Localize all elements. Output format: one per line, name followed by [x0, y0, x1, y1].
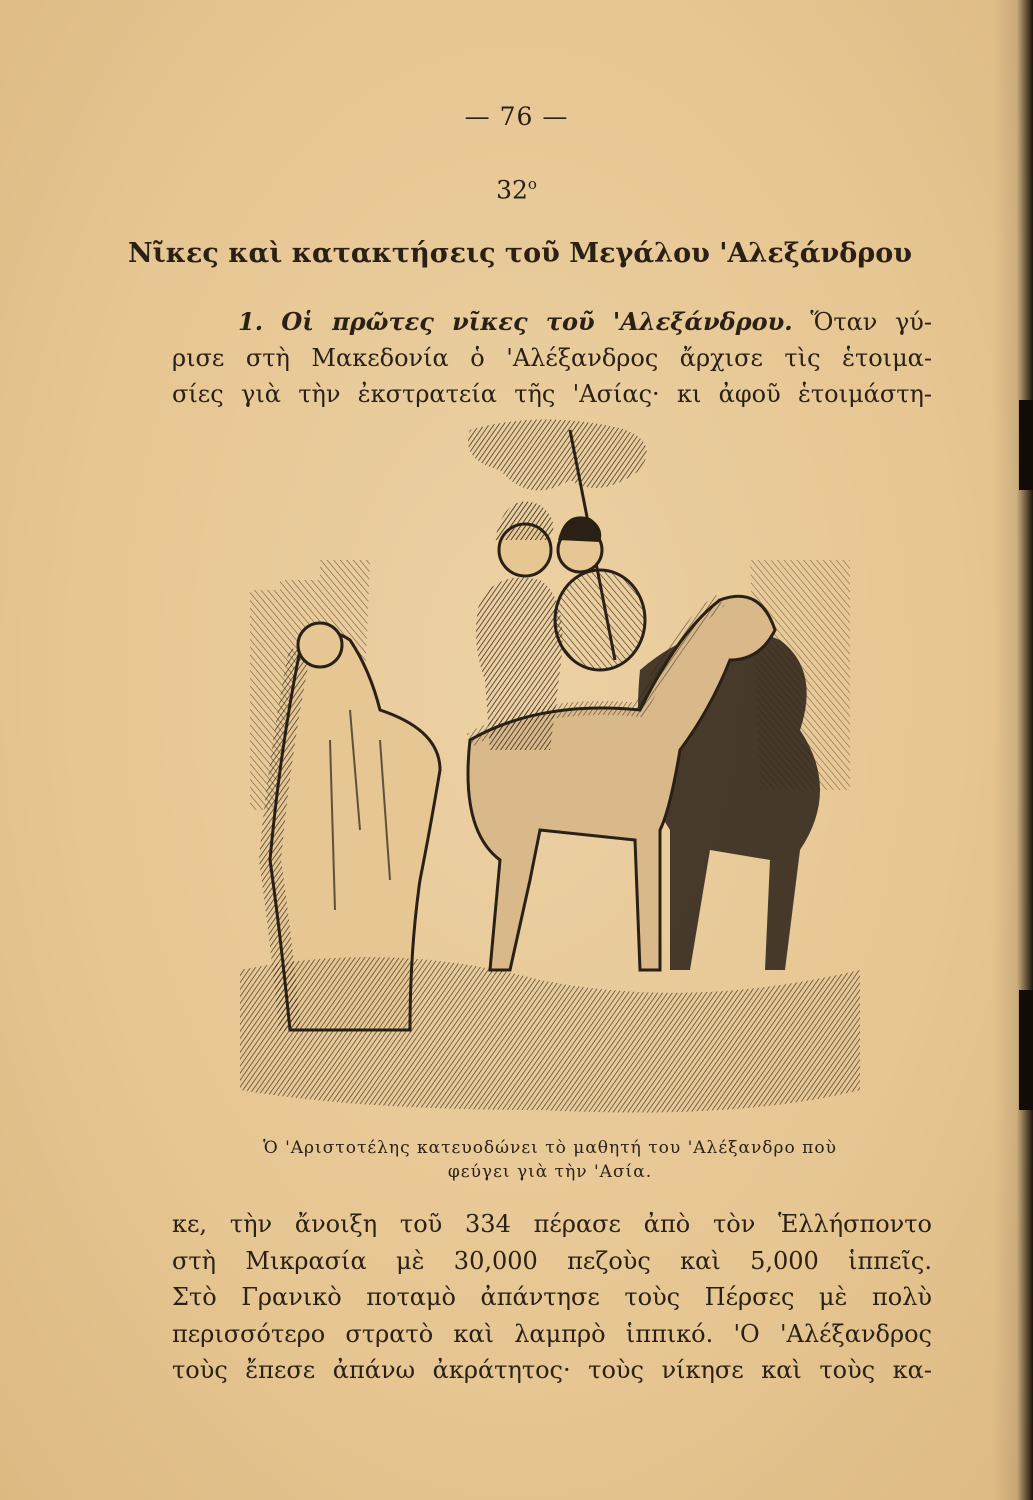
figure-caption	[205, 1136, 895, 1184]
paragraph-line: περισσότερο στρατὸ καὶ λαμπρὸ ἱππικό. 'Ο 'Αλέξανδρος	[172, 1319, 932, 1348]
paragraph-line: στὴ Μικρασία μὲ 30,000 πεζοὺς καὶ 5,000 ἱππεῖς.	[172, 1246, 932, 1275]
paragraph-line: 1. Οἱ πρῶτες νῖκες τοῦ 'Αλεξάνδρου. Ὅταν γύ-	[238, 307, 932, 336]
page-edge-mark	[1019, 400, 1033, 490]
page-number: — 76 —	[464, 102, 569, 131]
chapter-number: $32^o$	[496, 175, 537, 205]
paragraph-line: σίες γιὰ τὴν ἐκστρατεία τῆς 'Ασίας· κι ἀφοῦ ἑτοιμάστη-	[172, 380, 932, 408]
paragraph-line: κε, τὴν ἄνοιξη τοῦ 334 πέρασε ἀπὸ τὸν Ἑλλήσποντο	[172, 1210, 932, 1238]
paragraph-line: τοὺς ἔπεσε ἀπάνω ἀκράτητος· τοὺς νίκησε καὶ τοὺς κα-	[172, 1356, 932, 1384]
caption-line: Ὁ 'Αριστοτέλης κατευοδώνει τὸ μαθητή του 'Αλέξανδρο ποὺ	[263, 1138, 837, 1158]
caption-line: φεύγει γιὰ τὴν 'Ασία.	[447, 1162, 653, 1182]
page-edge-mark	[1019, 990, 1033, 1110]
page-edge-shadow	[993, 0, 1033, 1500]
paragraph-1	[172, 304, 932, 412]
paragraph-line: Στὸ Γρανικὸ ποταμὸ ἀπάντησε τοὺς Πέρσες μὲ πολὺ	[172, 1283, 932, 1311]
engraving-illustration	[240, 410, 860, 1140]
paragraph-line: ρισε στὴ Μακεδονία ὁ 'Αλέξανδρος ἄρχισε τὶς ἑτοιμα-	[172, 344, 932, 372]
section-heading: 1. Οἱ πρῶτες νῖκες τοῦ 'Αλεξάνδρου.	[238, 307, 793, 336]
chapter-title: Νῖκες καὶ κατακτήσεις τοῦ Μεγάλου 'Αλεξάνδρου	[128, 238, 912, 269]
paragraph-2	[172, 1206, 932, 1389]
